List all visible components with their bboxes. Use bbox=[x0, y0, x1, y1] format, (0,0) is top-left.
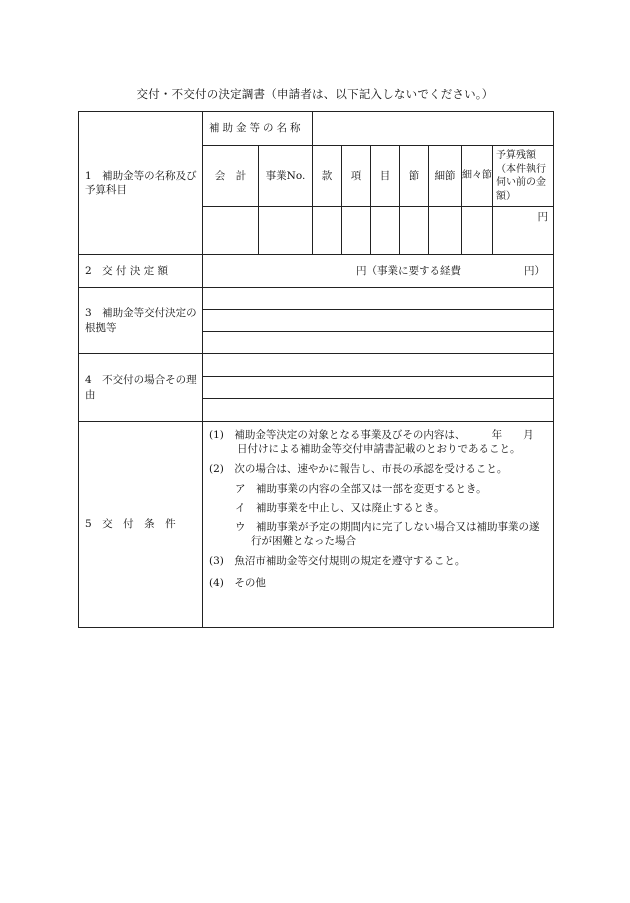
cell-saisetsu[interactable] bbox=[429, 207, 462, 255]
section3-label: 3 補助金等交付決定の根拠等 bbox=[79, 288, 203, 354]
condition-3: (3) 魚沼市補助金等交付規則の規定を遵守すること。 bbox=[209, 555, 466, 568]
basis-line-2[interactable] bbox=[203, 310, 554, 332]
subsidy-name-header: 補助金等の名称 bbox=[203, 112, 313, 146]
basis-line-3[interactable] bbox=[203, 332, 554, 354]
subsidy-name-field[interactable] bbox=[313, 112, 554, 146]
col-setsu: 節 bbox=[400, 146, 429, 207]
condition-1: (1) 補助金等決定の対象となる事業及びその内容は、 年 月 日付けによる補助金等交付申請書記載のとおりであること。 bbox=[209, 429, 555, 456]
section2-label: 2 交 付 決 定 額 bbox=[79, 255, 203, 288]
col-account: 会 計 bbox=[203, 146, 259, 207]
col-saisetsu: 細節 bbox=[429, 146, 462, 207]
reason-line-2[interactable] bbox=[203, 377, 554, 399]
condition-2b: イ 補助事業を中止し、又は廃止するとき。 bbox=[235, 501, 445, 514]
col-saisaisetsu: 細々節 bbox=[462, 146, 493, 207]
section5-label: 5 交 付 条 件 bbox=[79, 422, 203, 628]
decision-record-table bbox=[78, 111, 554, 628]
basis-line-1[interactable] bbox=[203, 288, 554, 310]
col-moku: 目 bbox=[371, 146, 400, 207]
cell-setsu[interactable] bbox=[400, 207, 429, 255]
section1-label: 1 補助金等の名称及び予算科目 bbox=[79, 112, 203, 255]
col-project-no: 事業No. bbox=[259, 146, 313, 207]
condition-2c: ウ 補助事業が予定の期間内に完了しない場合又は補助事業の遂行が困難となった場合 bbox=[235, 520, 540, 548]
cell-kan[interactable] bbox=[313, 207, 342, 255]
condition-4: (4) その他 bbox=[209, 577, 266, 590]
cell-project-no[interactable] bbox=[259, 207, 313, 255]
form-title: 交付・不交付の決定調書（申請者は、以下記入しないでください。） bbox=[136, 87, 494, 101]
conditions-cell bbox=[203, 422, 554, 628]
cell-saisaisetsu[interactable] bbox=[462, 207, 493, 255]
col-budget-balance: 予算残額（本件執行伺い前の金額） bbox=[493, 146, 554, 207]
section4-label: 4 不交付の場合その理由 bbox=[79, 354, 203, 422]
col-kan: 款 bbox=[313, 146, 342, 207]
cell-budget-balance-yen[interactable]: 円 bbox=[493, 207, 554, 255]
cell-account[interactable] bbox=[203, 207, 259, 255]
condition-2a: ア 補助事業の内容の全部又は一部を変更するとき。 bbox=[235, 482, 487, 495]
decision-amount-field[interactable]: 円（事業に要する経費 円） bbox=[203, 255, 554, 288]
reason-line-3[interactable] bbox=[203, 399, 554, 422]
col-kou: 項 bbox=[342, 146, 371, 207]
reason-line-1[interactable] bbox=[203, 354, 554, 377]
cell-moku[interactable] bbox=[371, 207, 400, 255]
cell-kou[interactable] bbox=[342, 207, 371, 255]
condition-2: (2) 次の場合は、速やかに報告し、市長の承認を受けること。 bbox=[209, 463, 508, 476]
